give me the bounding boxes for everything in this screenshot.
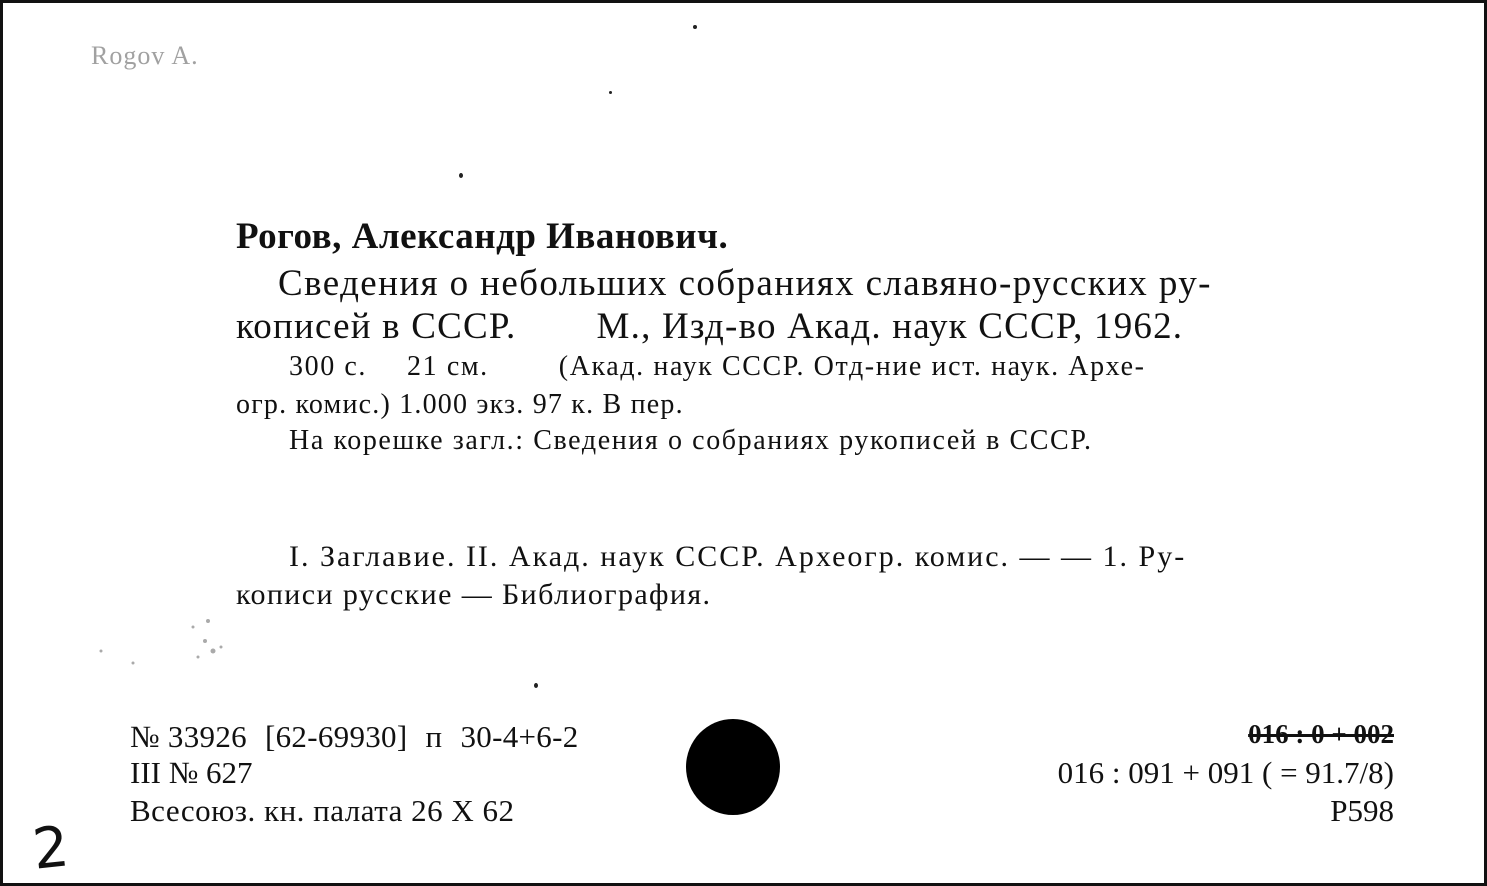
chamber-line: Всесоюз. кн. палата 26 X 62 — [130, 793, 515, 828]
classification-old-struck: 016 : 0 + 002 — [1248, 719, 1394, 749]
speck — [609, 91, 612, 94]
card-index: п — [425, 719, 443, 754]
tracings-line-1: I. Заглавие. II. Акад. наук СССР. Археогр. комис. — — 1. Ру- — [289, 540, 1187, 573]
series: (Акад. наук СССР. Отд-ние ист. наук. Архе- — [558, 351, 1146, 382]
punch-hole — [686, 719, 780, 815]
size: 21 см. — [407, 351, 489, 382]
collation-line-2: огр. комис.) 1.000 экз. 97 к. В пер. — [236, 389, 684, 420]
card-bracket-id: [62-69930] — [265, 719, 408, 754]
card-line-2: III № 627 — [130, 755, 253, 790]
card-group: 30-4+6-2 — [460, 719, 579, 754]
classification-udc: 016 : 091 + 091 ( = 91.7/8) — [1057, 755, 1394, 790]
smudge-mark — [93, 613, 233, 673]
classification-code: Р598 — [1330, 793, 1394, 828]
handwritten-number: 2 — [29, 814, 72, 883]
tracings-line-2: кописи русские — Библиография. — [236, 578, 712, 611]
speck — [693, 25, 697, 29]
card-number-line — [130, 721, 579, 752]
speck — [459, 173, 463, 178]
title-line-2 — [236, 308, 1183, 345]
title-line-1: Сведения о небольших собраниях славяно-русских ру- — [278, 263, 1212, 304]
card-number: № 33926 — [130, 719, 247, 754]
speck — [534, 683, 538, 688]
imprint: М., Изд-во Акад. наук СССР, 1962. — [596, 306, 1184, 347]
title-continuation: кописей в СССР. — [236, 306, 517, 347]
spine-title-note: На корешке загл.: Сведения о собраниях рукописей в СССР. — [289, 425, 1093, 456]
faded-stamp: Rogov A. — [91, 41, 199, 70]
pages: 300 с. — [289, 351, 368, 382]
collation-line-1 — [289, 353, 1146, 381]
author-heading: Рогов, Александр Иванович. — [236, 216, 729, 257]
